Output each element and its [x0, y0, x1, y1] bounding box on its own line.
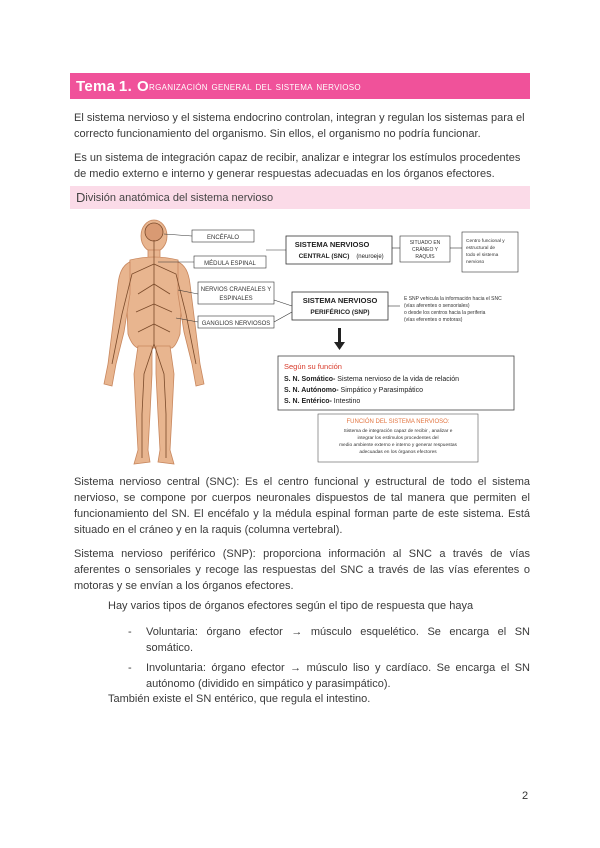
list-item-text: Voluntaria: órgano efector → músculo esquelético. Se encarga el SN somático.: [146, 626, 530, 654]
funcion-item-enterico: [284, 398, 360, 405]
funcion-item-enterico-label: S. N. Entérico-: [284, 398, 332, 405]
funcion-item-enterico-text: Intestino: [331, 398, 361, 405]
centro-line-1: Centro funcional y: [466, 239, 505, 244]
snp-box: [292, 292, 388, 320]
funcion-sn-line-4: adecuadas en los órganos efectores: [359, 450, 437, 455]
nerve-paths: [112, 223, 196, 458]
centro-line-4: nervioso: [466, 260, 485, 265]
intro-paragraph-2: Es un sistema de integración capaz de recibir, analizar e integrar los estímulos procedentes de medio externo e interno y generar respuestas adecuadas en los órganos efectores.: [74, 152, 521, 180]
enterico-paragraph: También existe el SN entérico, que regula el intestino.: [108, 693, 371, 705]
title-first-letter: O: [137, 77, 150, 95]
snp-desc-line-1: E SNP vehicula la información hacia el SNC: [404, 296, 502, 302]
tema-label: Tema: [76, 77, 116, 95]
ganglios-label: GANGLIOS NERVIOSOS: [201, 321, 271, 327]
snp-desc-line-4: (vías eferentes o motoras): [404, 317, 463, 323]
funcion-sn-line-1: Sistema de integración capaz de recibir , analizar e: [343, 429, 453, 434]
snp-title-line-2: PERIFÉRICO (SNP): [310, 309, 370, 316]
down-arrow-icon: [334, 328, 345, 350]
situado-line-1: SITUADO EN: [409, 240, 441, 246]
funcion-item-autonomo-label: S. N. Autónomo-: [284, 387, 339, 394]
chapter-title: rganización general del sistema nervioso: [149, 79, 361, 93]
intro-paragraph-1: El sistema nervioso y el sistema endocrino controlan, integran y regulan los sistemas para el correcto funcionamiento del organismo. Sin ellos, el organismo no podría funcionar.: [74, 112, 525, 140]
encefalo-label-box: [164, 230, 254, 242]
snc-paragraph: Sistema nervioso central (SNC): Es el centro funcional y estructural de todo el sistema nervioso, se compone por cuerpos neuronales dispuestos de tal manera que permiten el funcionamiento del SN. El encéfalo y la médula espinal forman parte de este sistema. Está situado en el cráneo y en la raquis (columna vertebral).: [74, 476, 530, 536]
list-bullet: -: [128, 626, 132, 638]
situado-line-3: RAQUIS: [415, 254, 435, 260]
funcion-item-somatico-text: Sistema nervioso de la vida de relación: [335, 376, 460, 383]
funcion-item-autonomo-text: Simpático y Parasimpático: [338, 387, 423, 394]
chapter-title-bar: [70, 73, 530, 99]
nervous-system-diagram: [82, 214, 532, 470]
list-item: [128, 660, 530, 692]
situado-line-2: CRÁNEO Y: [411, 247, 439, 253]
snc-box: [286, 236, 392, 264]
centro-funcional-box: [462, 232, 518, 272]
nervios-label-line-1: NERVIOS CRANEALES Y: [200, 287, 272, 293]
funcion-item-somatico-label: S. N. Somático-: [284, 376, 336, 383]
medula-label: MÉDULA ESPINAL: [204, 261, 256, 267]
section-title-bar: [70, 186, 530, 209]
funcion-item-autonomo: [284, 387, 423, 394]
snp-desc-line-2: (vías aferentes o sensoriales): [404, 303, 470, 309]
snc-title-line-1: SISTEMA NERVIOSO: [294, 240, 370, 249]
funcion-sn-box: [318, 414, 478, 462]
list-bullet: -: [128, 662, 132, 674]
snp-paragraph: Sistema nervioso periférico (SNP): proporciona información al SNC a través de vías aferentes o sensoriales y recoge las respuestas del SNC a través de las vías eferentes o motoras y se envían a los órganos efectores.: [74, 548, 530, 592]
encefalo-label: ENCÉFALO: [206, 235, 240, 241]
nervios-label-line-2: ESPINALES: [219, 296, 253, 302]
efectores-list: [128, 624, 530, 696]
funcion-box: [278, 356, 514, 410]
tema-number: 1.: [118, 77, 133, 95]
page-number: 2: [522, 790, 529, 802]
funcion-item-somatico: [284, 376, 459, 383]
snp-desc-line-3: o desde los centros hacia la periferia: [404, 310, 486, 316]
funcion-sn-line-3: medio ambiente externo e interno y generar respuestas: [339, 443, 457, 448]
funcion-sn-title: FUNCIÓN DEL SISTEMA NERVIOSO:: [346, 419, 450, 425]
situado-box: [400, 236, 450, 262]
funcion-title: Según su función: [284, 362, 342, 371]
snp-title-line-1: SISTEMA NERVIOSO: [302, 296, 378, 305]
funcion-sn-line-2: integrar los estímulos procedentes del: [357, 436, 439, 441]
tipos-intro: Hay varios tipos de órganos efectores según el tipo de respuesta que haya: [108, 600, 474, 612]
section-title: ivisión anatómica del sistema nervioso: [85, 191, 274, 204]
snc-title-line-2: CENTRAL (SNC): [298, 253, 350, 260]
centro-line-3: todo el sistema: [466, 253, 499, 258]
list-item-text: Involuntaria: órgano efector → músculo liso y cardíaco. Se encarga el SN autónomo (dividido en simpático y parasimpático).: [146, 662, 530, 690]
centro-line-2: estructural de: [466, 246, 496, 251]
list-item: [128, 624, 530, 656]
snp-description: [404, 296, 502, 323]
snc-neuroeje: (neuroeje): [356, 254, 384, 260]
section-first-letter: D: [76, 190, 86, 205]
